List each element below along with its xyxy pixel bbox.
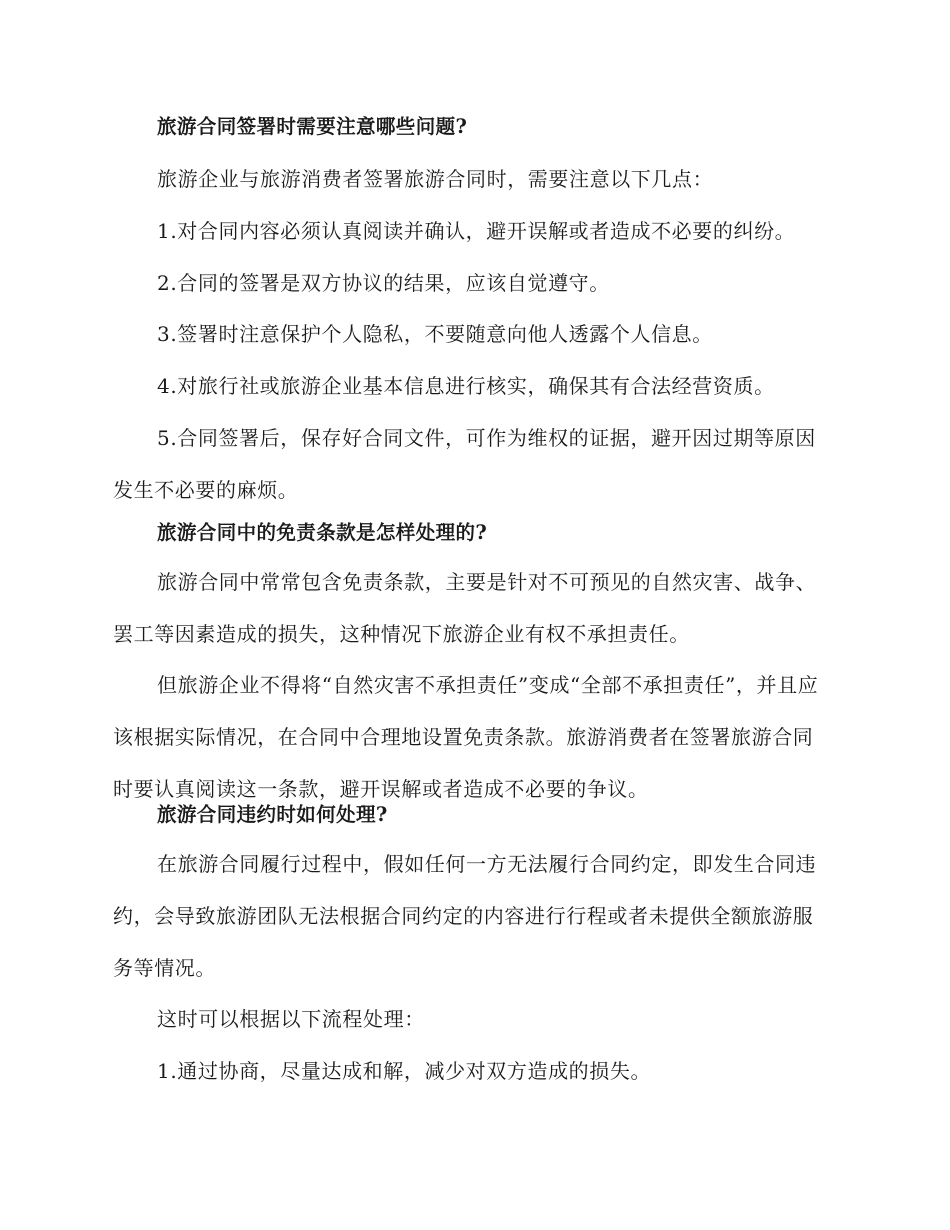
section-2-paragraph-1: 旅游合同中常常包含免责条款，主要是针对不可预见的自然灾害、战争、罢工等因素造成的损失，这种情况下旅游企业有权不承担责任。 bbox=[113, 570, 817, 646]
section-1-paragraph-5: 4.对旅行社或旅游企业基本信息进行核实，确保其有合法经营资质。 bbox=[157, 374, 775, 398]
section-1-paragraph-1: 旅游企业与旅游消费者签署旅游合同时，需要注意以下几点： bbox=[157, 167, 714, 191]
section-1-paragraph-3: 2.合同的签署是双方协议的结果，应该自觉遵守。 bbox=[157, 271, 610, 295]
section-1-paragraph-4: 3.签署时注意保护个人隐私，不要随意向他人透露个人信息。 bbox=[157, 322, 713, 346]
section-3-paragraph-1: 在旅游合同履行过程中，假如任何一方无法履行合同约定，即发生合同违约，会导致旅游团队无法根据合同约定的内容进行行程或者未提供全额旅游服务等情况。 bbox=[113, 852, 817, 980]
section-1-heading: 旅游合同签署时需要注意哪些问题? bbox=[157, 115, 468, 138]
section-2-heading: 旅游合同中的免责条款是怎样处理的? bbox=[157, 521, 488, 544]
section-3-heading: 旅游合同违约时如何处理? bbox=[157, 803, 388, 826]
section-1-paragraph-2: 1.对合同内容必须认真阅读并确认，避开误解或者造成不必要的纠纷。 bbox=[157, 219, 796, 243]
section-3-paragraph-2: 这时可以根据以下流程处理： bbox=[157, 1007, 425, 1031]
section-1-paragraph-6: 5.合同签署后，保存好合同文件，可作为维权的证据，避开因过期等原因发生不必要的麻烦。 bbox=[113, 426, 816, 502]
section-2-paragraph-2: 但旅游企业不得将“自然灾害不承担责任”变成“全部不承担责任”，并且应该根据实际情况，在合同中合理地设置免责条款。旅游消费者在签署旅游合同时要认真阅读这一条款，避开误解或者造成不必要的争议。 bbox=[113, 673, 819, 801]
section-3-paragraph-3: 1.通过协商，尽量达成和解，减少对双方造成的损失。 bbox=[157, 1059, 652, 1083]
